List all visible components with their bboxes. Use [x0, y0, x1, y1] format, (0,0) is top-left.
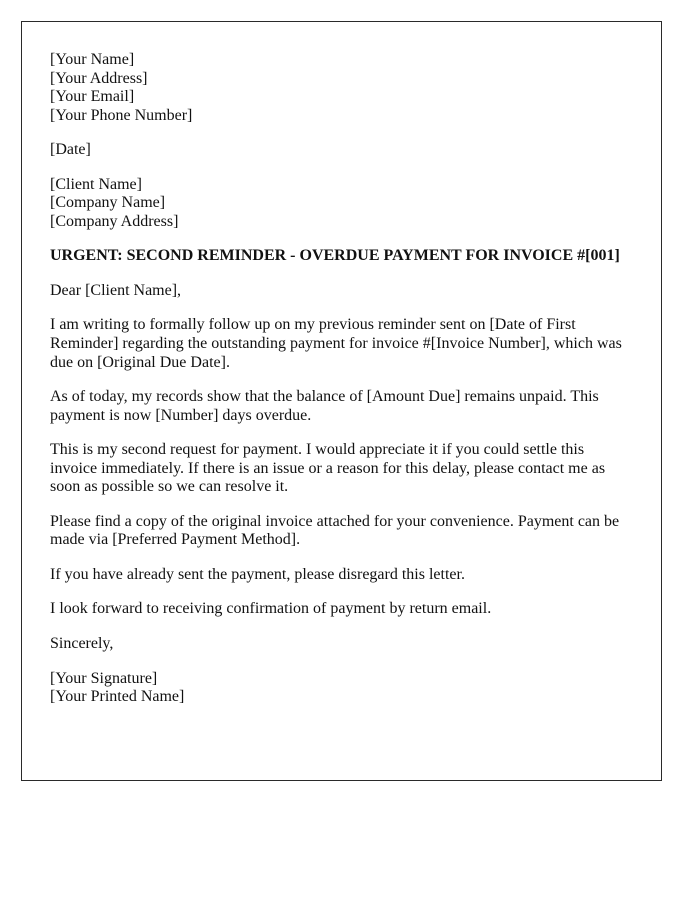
signature-line: [Your Signature]	[50, 669, 158, 687]
subject-line: URGENT: SECOND REMINDER - OVERDUE PAYMENT FOR INVOICE #[001]	[50, 247, 620, 265]
body-paragraph-2: As of today, my records show that the balance of [Amount Due] remains unpaid. This payment is now [Number] days overdue.	[50, 388, 599, 424]
sender-block	[50, 51, 629, 125]
sender-address: [Your Address]	[50, 69, 148, 87]
recipient-block	[50, 176, 629, 232]
sender-phone: [Your Phone Number]	[50, 106, 193, 124]
body-paragraph-6: I look forward to receiving confirmation of payment by return email.	[50, 600, 492, 618]
date-line: [Date]	[50, 141, 91, 159]
recipient-company-name: [Company Name]	[50, 194, 166, 212]
recipient-company-address: [Company Address]	[50, 212, 179, 230]
signature-block	[50, 670, 629, 707]
closing: Sincerely,	[50, 635, 114, 653]
body-paragraph-3: This is my second request for payment. I would appreciate it if you could settle this invoice immediately. If there is an issue or a reason for this delay, please contact me as soon as possible so we can resolve it.	[50, 441, 606, 496]
body-paragraph-5: If you have already sent the payment, please disregard this letter.	[50, 565, 465, 583]
body-paragraph-4: Please find a copy of the original invoice attached for your convenience. Payment can be made via [Preferred Payment Method].	[50, 512, 620, 549]
printed-name-line: [Your Printed Name]	[50, 688, 185, 706]
sender-email: [Your Email]	[50, 88, 135, 106]
sender-name: [Your Name]	[50, 51, 135, 68]
body-paragraph-1: I am writing to formally follow up on my previous reminder sent on [Date of First Reminder] regarding the outstanding payment for invoice #[Invoice Number], which was due on [Original Due Date].	[50, 316, 622, 371]
salutation: Dear [Client Name],	[50, 281, 182, 299]
letter-page	[21, 21, 662, 781]
recipient-client-name: [Client Name]	[50, 175, 142, 193]
